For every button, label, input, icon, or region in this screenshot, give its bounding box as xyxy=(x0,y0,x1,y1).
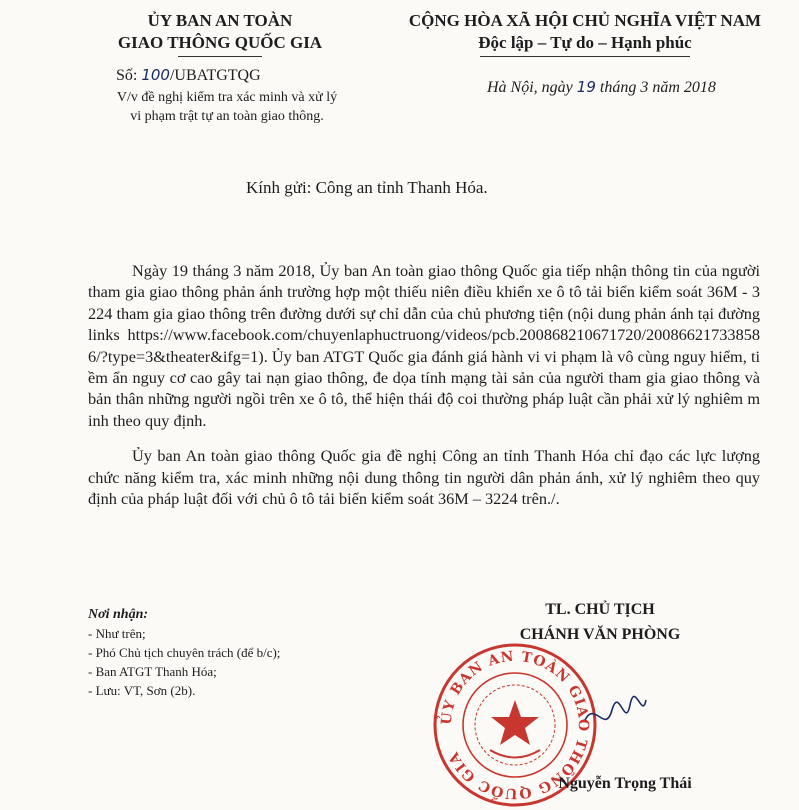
signatory-title-2: CHÁNH VĂN PHÒNG xyxy=(519,626,681,643)
subject-line-2: vi phạm trật tự an toàn giao thông. xyxy=(130,109,324,124)
place-and-date xyxy=(487,78,716,97)
distribution-list xyxy=(88,605,280,700)
letter-body xyxy=(88,260,760,523)
distribution-item: - Lưu: VT, Sơn (2b). xyxy=(88,683,196,698)
document-number xyxy=(116,66,261,85)
date-day-handwritten: 19 xyxy=(576,78,596,96)
distribution-title: Nơi nhận: xyxy=(88,607,149,622)
document-number-handwritten: 100 xyxy=(141,66,170,84)
signatory-title-1: TL. CHỦ TỊCH xyxy=(545,601,655,618)
document-number-prefix: Số: xyxy=(116,67,142,84)
recipient-line: Kính gửi: Công an tỉnh Thanh Hóa. xyxy=(246,178,488,197)
org-line-2: GIAO THÔNG QUỐC GIA xyxy=(117,33,323,52)
distribution-item: - Phó Chủ tịch chuyên trách (để b/c); xyxy=(88,645,281,660)
national-motto: Độc lập – Tự do – Hạnh phúc xyxy=(478,33,692,52)
distribution-item: - Ban ATGT Thanh Hóa; xyxy=(88,664,217,679)
org-underline xyxy=(178,56,262,57)
org-line-1: ỦY BAN AN TOÀN xyxy=(147,11,293,30)
distribution-item: - Như trên; xyxy=(88,626,146,641)
subject-line-1: V/v đề nghị kiểm tra xác minh và xử lý xyxy=(116,90,338,105)
issuing-organization xyxy=(70,10,370,57)
seal-text: ỦY BAN AN TOÀN GIAO THÔNG QUỐC GIA xyxy=(438,648,592,802)
date-suffix: tháng 3 năm 2018 xyxy=(595,79,716,96)
nation-name: CỘNG HÒA XÃ HỘI CHỦ NGHĨA VIỆT NAM xyxy=(408,11,762,30)
national-header xyxy=(380,10,790,57)
document-subject xyxy=(72,88,382,126)
signatory-name: Nguyễn Trọng Thái xyxy=(558,775,692,792)
body-paragraph-1: Ngày 19 tháng 3 năm 2018, Ủy ban An toàn giao thông Quốc gia tiếp nhận thông tin của người tham gia giao thông phản ánh trường hợp một thiếu niên điều khiển xe ô tô tải biển kiểm soát 36M - 3224 tham gia giao thông trên đường dưới sự chỉ dẫn của chủ phương tiện (nội dung phản ánh tại đường links https://www.facebook.com/chuyenlaphuctruong/videos/pcb.200868210671720/200866217338586/?type=3&theater&ifg=1). Ủy ban ATGT Quốc gia đánh giá hành vi vi phạm là vô cùng nguy hiểm, tiềm ẩn nguy cơ cao gây tai nạn giao thông, đe dọa tính mạng tài sản của người tham gia giao thông và bản thân những người ngồi trên xe ô tô, thể hiện thái độ coi thường pháp luật cần phải xử lý nghiêm minh theo quy định. xyxy=(88,261,760,430)
motto-underline xyxy=(480,56,690,57)
date-prefix: Hà Nội, ngày xyxy=(487,79,577,96)
handwritten-signature-icon xyxy=(580,690,650,740)
document-number-suffix: /UBATGTQG xyxy=(169,67,261,84)
body-paragraph-2: Ủy ban An toàn giao thông Quốc gia đề nghị Công an tỉnh Thanh Hóa chỉ đạo các lực lượng chức năng kiểm tra, xác minh những nội dung thông tin người dân phản ánh, xử lý nghiêm theo quy định của pháp luật đối với chủ ô tô tải biển kiểm soát 36M – 3224 trên./. xyxy=(88,446,760,509)
